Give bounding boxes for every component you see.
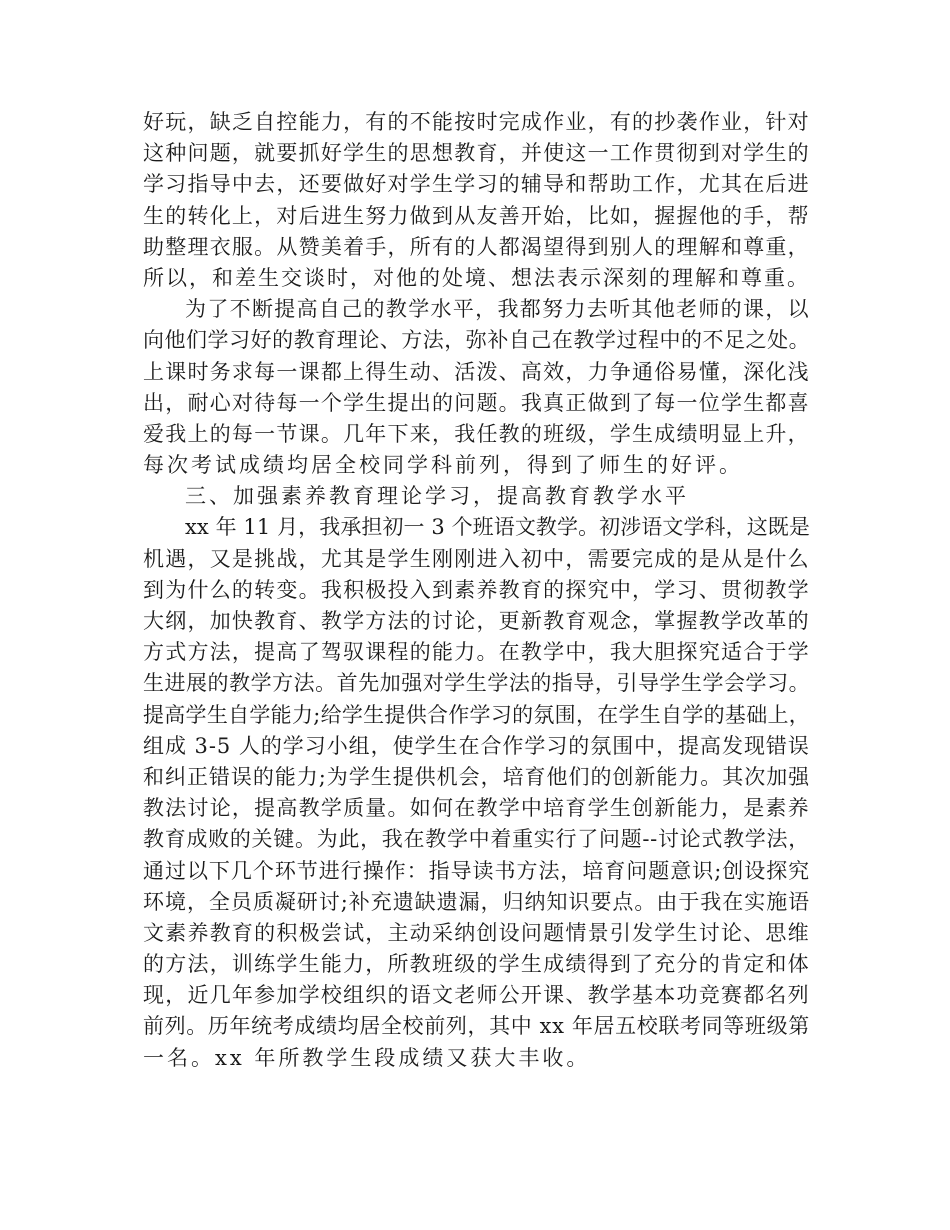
text-line: 教法讨论，提高教学质量。如何在教学中培育学生创新能力，是素养 (143, 796, 810, 821)
text-line: 生进展的教学方法。首先加强对学生学法的指导，引导学生学会学习。 (143, 671, 811, 696)
text-line: 生的转化上，对后进生努力做到从友善开始，比如，握握他的手，帮 (143, 203, 810, 228)
text-line: 这种问题，就要抓好学生的思想教育，并使这一工作贯彻到对学生的 (143, 141, 810, 166)
text-line: 向他们学习好的教育理论、方法，弥补自己在教学过程中的不足之处。 (143, 328, 811, 353)
text-line: 一名。xx 年所教学生段成绩又获大丰收。 (143, 1045, 591, 1070)
text-line: 学习指导中去，还要做好对学生学习的辅导和帮助工作，尤其在后进 (143, 172, 810, 197)
text-line: 通过以下几个环节进行操作：指导读书方法，培育问题意识;创设探究 (143, 858, 811, 883)
text-line: 现，近几年参加学校组织的语文老师公开课、教学基本功竞赛都名列 (143, 983, 810, 1008)
text-line: 教育成败的关键。为此，我在教学中着重实行了问题--讨论式教学法， (143, 827, 810, 852)
text-line: 助整理衣服。从赞美着手，所有的人都渴望得到别人的理解和尊重， (143, 234, 810, 259)
paragraph-first-line: 为了不断提高自己的教学水平，我都努力去听其他老师的课，以 (185, 297, 810, 322)
text-line: 到为什么的转变。我积极投入到素养教育的探究中，学习、贯彻教学 (143, 577, 810, 602)
text-line: 所以，和差生交谈时，对他的处境、想法表示深刻的理解和尊重。 (143, 265, 810, 290)
text-line: 好玩，缺乏自控能力，有的不能按时完成作业，有的抄袭作业，针对 (143, 110, 810, 134)
text-line: 提高学生自学能力;给学生提供合作学习的氛围，在学生自学的基础上， (143, 702, 811, 727)
text-line: 前列。历年统考成绩均居全校前列，其中 xx 年居五校联考同等班级第 (143, 1014, 810, 1039)
text-line: 上课时务求每一课都上得生动、活泼、高效，力争通俗易懂，深化浅 (143, 359, 810, 384)
text-line: 机遇，又是挑战，尤其是学生刚刚进入初中，需要完成的是从是什么 (143, 546, 810, 571)
text-line: 的方法，训练学生能力，所教班级的学生成绩得到了充分的肯定和体 (143, 952, 810, 977)
text-line: 和纠正错误的能力;为学生提供机会，培育他们的创新能力。其次加强 (143, 764, 811, 789)
text-line: 方式方法，提高了驾驭课程的能力。在教学中，我大胆探究适合于学 (143, 640, 810, 665)
text-line: 组成 3-5 人的学习小组，使学生在合作学习的氛围中，提高发现错误 (143, 733, 810, 758)
text-line: 出，耐心对待每一个学生提出的问题。我真正做到了每一位学生都喜 (143, 390, 810, 415)
document-page (143, 107, 810, 1074)
text-line: 大纲，加快教育、教学方法的讨论，更新教育观念，掌握教学改革的 (143, 609, 810, 633)
text-line: 文素养教育的积极尝试，主动采纳创设问题情景引发学生讨论、思维 (143, 920, 810, 945)
text-line: 环境，全员质凝研讨;补充遗缺遗漏，归纳知识要点。由于我在实施语 (143, 889, 811, 914)
text-line: 爱我上的每一节课。几年下来，我任教的班级，学生成绩明显上升， (143, 421, 810, 446)
text-line: 每次考试成绩均居全校同学科前列，得到了师生的好评。 (143, 453, 743, 478)
paragraph-first-line: xx 年 11 月，我承担初一 3 个班语文教学。初涉语文学科，这既是 (185, 515, 810, 540)
paragraph-first-line: 三、加强素养教育理论学习，提高教育教学水平 (185, 484, 689, 509)
